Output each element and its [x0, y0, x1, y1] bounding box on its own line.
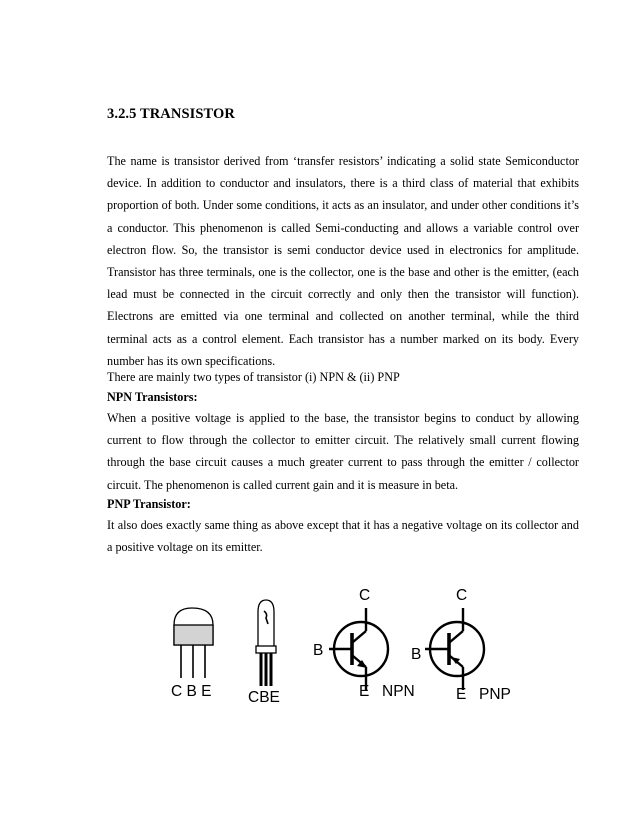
pnp-type-label: PNP — [479, 686, 511, 703]
npn-collector-label: C — [359, 587, 371, 604]
npn-paragraph: When a positive voltage is applied to the base, the transistor begins to conduct by allowing current to flow through the collector to emitter circuit. The relatively small current flowing through the base circuit causes a much greater current to pass through the emitter / collector circuit. The phenomenon is called current gain and it is measure in beta. — [107, 411, 579, 492]
intro-paragraph: The name is transistor derived from ‘transfer resistors’ indicating a solid state Semiconductor device. In addition to conductor and insulators, there is a third class of material that exhibits proportion of both. Under some conditions, it acts as an insulator, and under other conditions it’s a conductor. This phenomenon is called Semi-conducting and allows a variable control over electron flow. So, the transistor is semi conductor device used in electronics for amplitude. Transistor has three terminals, one is the collector, one is the base and other is the emitter, (each lead must be connected in the circuit correctly and only then the transistor will function). Electrons are emitted via one terminal and collected on another terminal, while the third terminal acts as a control element. Each transistor has a number marked on its body. Every number has its own specifications. — [107, 154, 579, 368]
pnp-emitter-label: E — [456, 686, 467, 703]
pnp-base-label: B — [411, 646, 422, 663]
npn-base-label: B — [313, 642, 324, 659]
section-heading: 3.2.5 TRANSISTOR — [107, 106, 235, 122]
npn-heading: NPN Transistors: — [107, 390, 198, 404]
pnp-paragraph: It also does exactly same thing as above except that it has a negative voltage on its collector and a positive voltage on its emitter. — [107, 518, 579, 555]
metal-can-package-icon — [256, 600, 276, 686]
package1-label: C B E — [171, 683, 212, 700]
types-line: There are mainly two types of transistor (i) NPN & (ii) PNP — [107, 370, 400, 384]
to92-package-icon — [174, 608, 213, 678]
npn-type-label: NPN — [382, 683, 415, 700]
package2-label: CBE — [248, 689, 280, 706]
pnp-collector-label: C — [456, 587, 468, 604]
pnp-symbol-icon — [425, 608, 484, 690]
pnp-heading: PNP Transistor: — [107, 497, 191, 511]
npn-symbol-icon — [329, 608, 388, 690]
npn-emitter-label: E — [359, 683, 370, 700]
